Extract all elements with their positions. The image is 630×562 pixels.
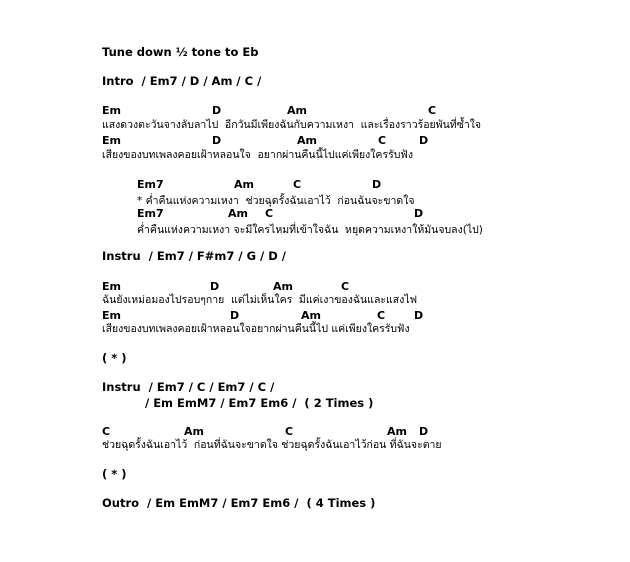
chord: D <box>372 178 382 191</box>
tuning-note: Tune down ½ tone to Eb <box>102 45 259 59</box>
lyric-line: ค่ำคืนแห่งความเหงา จะมีใครไหมที่เข้าใจฉัน หยุดความเหงาให้มันจบลง(ไป) <box>137 224 483 236</box>
chord: C <box>265 207 274 220</box>
chord: C <box>378 134 387 147</box>
lyric-line: ช่วยฉุดรั้งฉันเอาไว้ ก่อนที่ฉันจะขาดใจ ช่วยฉุดรั้งฉันเอาไว้ก่อน ที่ฉันจะตาย <box>102 439 442 451</box>
repeat-marker: ( * ) <box>102 467 127 481</box>
chord: C <box>285 425 294 438</box>
chord: Am <box>297 134 317 147</box>
lyric-line: ฉันยังเหม่อมองไปรอบๆกาย แต่ไม่เห็นใคร มีแค่เงาของฉันและแสงไฟ <box>102 294 418 306</box>
chord: Em <box>102 104 121 117</box>
chord: Em <box>102 309 121 322</box>
chord: C <box>377 309 386 322</box>
chord: C <box>293 178 302 191</box>
lyric-line: แสงดวงตะวันจางลับลาไป อีกวันมีเพียงฉันกับความเหงา และเรื่องราวร้อยพันที่ซ้ำใจ <box>102 119 482 131</box>
chord: Am <box>228 207 248 220</box>
chord: Em <box>102 280 121 293</box>
chord: C <box>102 425 111 438</box>
chord: D <box>414 207 424 220</box>
chord: Em7 <box>137 178 164 191</box>
instrumental-line: Instru / Em7 / F#m7 / G / D / <box>102 249 287 263</box>
chord: Am <box>301 309 321 322</box>
chord: Am <box>387 425 407 438</box>
repeat-marker: ( * ) <box>102 351 127 365</box>
chord: Em <box>102 134 121 147</box>
chord: Em7 <box>137 207 164 220</box>
outro-line: Outro / Em EmM7 / Em7 Em6 / ( 4 Times ) <box>102 496 376 510</box>
chord: D <box>210 280 220 293</box>
chord: D <box>212 104 222 117</box>
lyric-line: เสียงของบทเพลงคอยเฝ้าหลอนใจอยากผ่านคืนนี้ไป แค่เพียงใครรับฟัง <box>102 323 410 335</box>
instrumental-line: / Em EmM7 / Em7 Em6 / ( 2 Times ) <box>145 396 374 410</box>
chord: Am <box>184 425 204 438</box>
lyric-line: * ค่ำคืนแห่งความเหงา ช่วยฉุดรั้งฉันเอาไว้ ก่อนฉันจะขาดใจ <box>137 195 415 207</box>
lyric-line: เสียงของบทเพลงคอยเฝ้าหลอนใจ อยากผ่านคืนนี้ไปแค่เพียงใครรับฟัง <box>102 149 413 161</box>
chord: D <box>212 134 222 147</box>
chord: Am <box>287 104 307 117</box>
chord: D <box>419 134 429 147</box>
chord: C <box>341 280 350 293</box>
chord: D <box>419 425 429 438</box>
chord: D <box>230 309 240 322</box>
chord: C <box>428 104 437 117</box>
chord: D <box>414 309 424 322</box>
chord: Am <box>234 178 254 191</box>
instrumental-line: Instru / Em7 / C / Em7 / C / <box>102 380 275 394</box>
intro-line: Intro / Em7 / D / Am / C / <box>102 74 262 88</box>
chord: Am <box>273 280 293 293</box>
